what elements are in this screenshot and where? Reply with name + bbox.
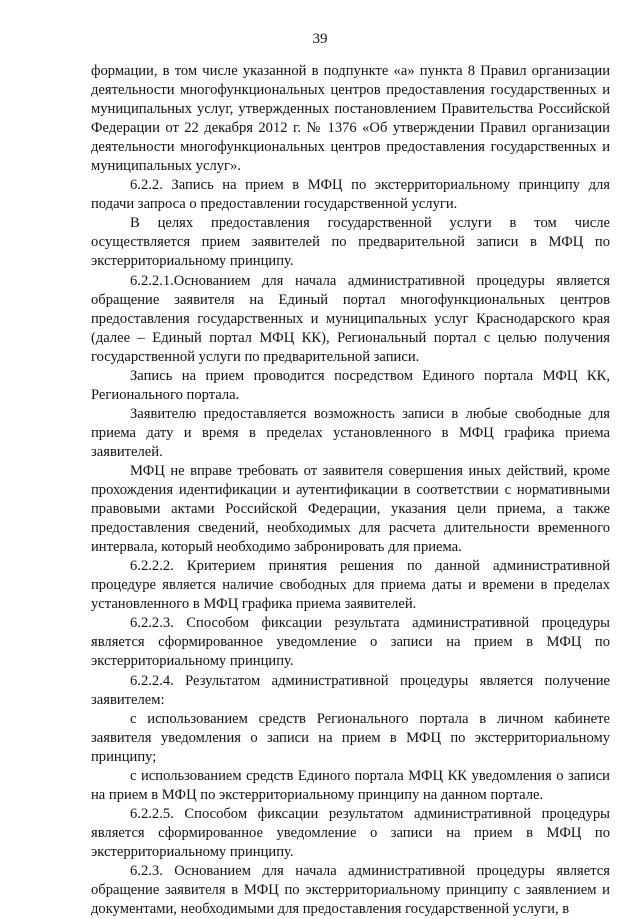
- paragraph: МФЦ не вправе требовать от заявителя совершения иных действий, кроме прохождения идентификации и аутентификации в соответствии с нормативными правовыми актами Российской Федерации, указания цели приема, а также предоставления сведений, необходимых для расчета длительности временного интервала, который необходимо забронировать для приема.: [91, 462, 610, 556]
- paragraph-6-2-2-3: 6.2.2.3. Способом фиксации результата административной процедуры является сформированное уведомление о записи на прием в МФЦ по экстерриториальному принципу.: [91, 615, 610, 670]
- paragraph-continuation: формации, в том числе указанной в подпункте «а» пункта 8 Правил организации деятельности многофункциональных центров предоставления государственных и муниципальных услуг, утвержденных постановлением Правительства Российской Федерации от 22 декабря 2012 г. № 1376 «Об утверждении Правил организации деятельности многофункциональных центров предоставления государственных и муниципальных услуг».: [91, 63, 610, 175]
- paragraph: Запись на прием проводится посредством Единого портала МФЦ КК, Регионального портала.: [91, 367, 610, 403]
- paragraph-6-2-2-4: 6.2.2.4. Результатом административной процедуры является получение заявителем:: [91, 672, 610, 708]
- paragraph-6-2-2-1: 6.2.2.1.Основанием для начала административной процедуры является обращение заявителя на Единый портал многофункциональных центров предоставления государственных и муниципальных услуг Краснодарского края (далее – Единый портал МФЦ КК), Региональный портал с целью получения государственной услуги по предварительной записи.: [91, 272, 610, 365]
- paragraph-6-2-2-2: 6.2.2.2. Критерием принятия решения по данной административной процедуре является наличие свободных для приема даты и времени в пределах установленного в МФЦ графика приема заявителей.: [91, 558, 610, 613]
- paragraph-6-2-2-5: 6.2.2.5. Способом фиксации результатом административной процедуры является сформированное уведомление о записи на прием в МФЦ по экстерриториальному принципу.: [91, 805, 610, 860]
- paragraph-6-2-2: 6.2.2. Запись на прием в МФЦ по экстерриториальному принципу для подачи запроса о предоставлении государственной услуги.: [91, 177, 610, 213]
- paragraph-6-2-3: 6.2.3. Основанием для начала административной процедуры является обращение заявителя в МФЦ по экстерриториальному принципу с заявлением и документами, необходимыми для предоставления государственной услуги, в: [91, 862, 610, 918]
- page-number: 39: [312, 31, 328, 47]
- paragraph: с использованием средств Единого портала МФЦ КК уведомления о записи на прием в МФЦ по экстерриториальному принципу на данном портале.: [91, 767, 610, 803]
- paragraph: В целях предоставления государственной услуги в том числе осуществляется прием заявителей по предварительной записи в МФЦ по экстерриториальному принципу.: [91, 215, 610, 270]
- paragraph: с использованием средств Регионального портала в личном кабинете заявителя уведомления о записи на прием в МФЦ по экстерриториальному принципу;: [91, 710, 610, 765]
- paragraph: Заявителю предоставляется возможность записи в любые свободные для приема дату и время в пределах установленного в МФЦ графика приема заявителей.: [91, 405, 610, 460]
- document-body: [91, 62, 610, 919]
